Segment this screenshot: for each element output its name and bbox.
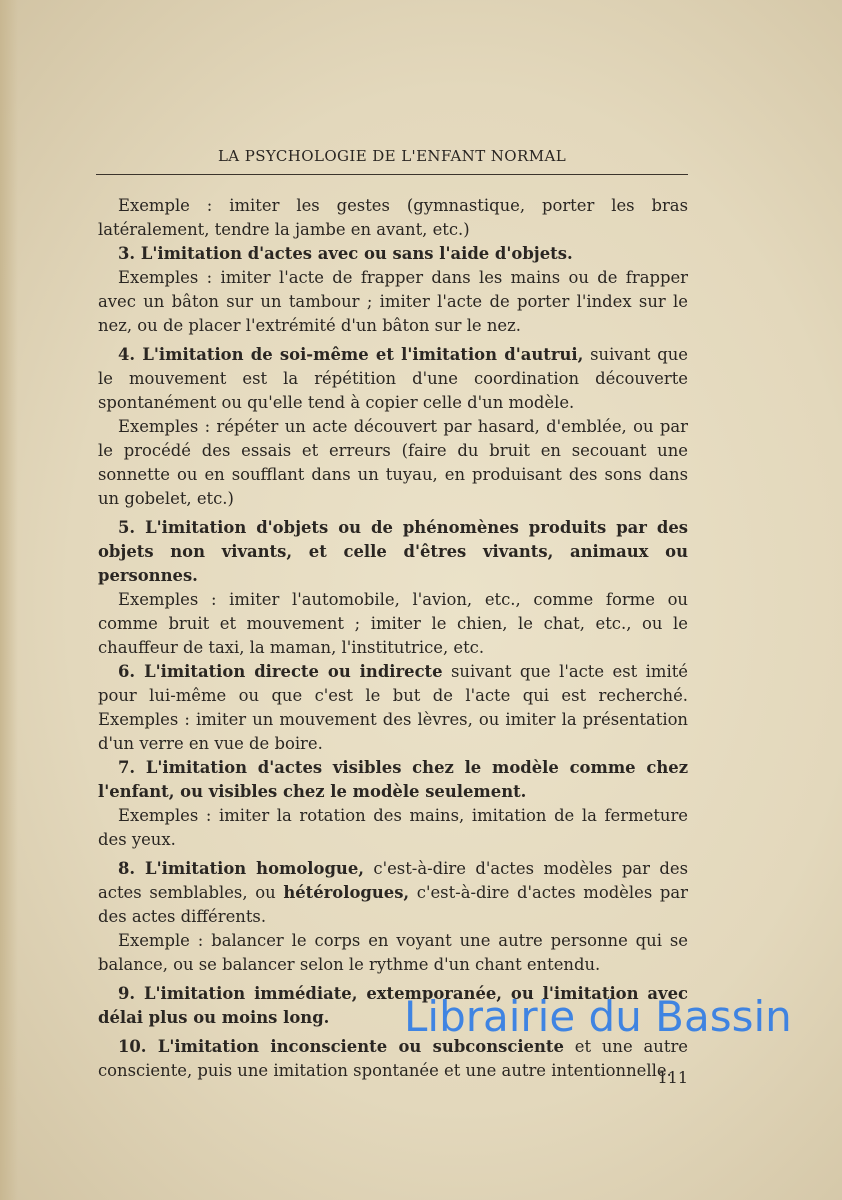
paragraph-heading: 8. L'imitation homologue, c'est-à-dire d'actes modèles par des actes semblables, ou hétérologues, c'est-à-dire d'actes modèles par des actes différents. bbox=[98, 859, 689, 926]
paragraph-heading: 4. L'imitation de soi-même et l'imitation d'autrui, suivant que le mouvement est la répétition d'une coordination découverte spontanément ou qu'elle tend à copier celle d'un modèle. bbox=[98, 345, 688, 412]
paragraph: Exemples : imiter l'acte de frapper dans les mains ou de frapper avec un bâton sur un tambour ; imiter l'acte de porter l'index sur le nez, ou de placer l'extrémité d'un bâton sur le nez. bbox=[98, 268, 688, 335]
watermark-overlay: Librairie du Bassin bbox=[404, 992, 792, 1041]
paragraph: Exemple : imiter les gestes (gymnastique, porter les bras latéralement, tendre la jambe en avant, etc.) bbox=[98, 196, 688, 239]
paragraph: Exemples : imiter la rotation des mains, imitation de la fermeture des yeux. bbox=[98, 806, 688, 849]
page-body bbox=[98, 194, 688, 1083]
paragraph: Exemples : imiter l'automobile, l'avion, etc., comme forme ou comme bruit et mouvement ; imiter le chien, le chat, etc., ou le chauffeur de taxi, la maman, l'institutrice, etc. bbox=[98, 590, 688, 657]
paragraph-heading: 3. L'imitation d'actes avec ou sans l'aide d'objets. bbox=[118, 244, 573, 263]
paragraph: Exemples : répéter un acte découvert par hasard, d'emblée, ou par le procédé des essais et erreurs (faire du bruit en secouant une sonnette ou en soufflant dans un tuyau, en produisant des sons dans un gobelet, etc.) bbox=[98, 417, 688, 508]
running-header: LA PSYCHOLOGIE DE L'ENFANT NORMAL bbox=[217, 147, 567, 165]
paragraph: Exemple : balancer le corps en voyant une autre personne qui se balance, ou se balancer selon le rythme d'un chant entendu. bbox=[98, 931, 688, 974]
paragraph-heading: 9. L'imitation immédiate, extemporanée, ou l'imitation avec délai plus ou moins long. bbox=[98, 984, 688, 1027]
paragraph-heading: 5. L'imitation d'objets ou de phénomènes produits par des objets non vivants, et celle d'êtres vivants, animaux ou personnes. bbox=[98, 518, 688, 585]
page-number: 111 bbox=[657, 1068, 688, 1087]
paragraph-heading: 7. L'imitation d'actes visibles chez le modèle comme chez l'enfant, ou visibles chez le modèle seulement. bbox=[98, 758, 688, 801]
header-rule bbox=[96, 174, 688, 175]
paragraph-heading: 10. L'imitation inconsciente ou subconsciente et une autre consciente, puis une imitation spontanée et une autre intentionnelle. bbox=[98, 1037, 688, 1080]
paragraph-heading: 6. L'imitation directe ou indirecte suivant que l'acte est imité pour lui-même ou que c'est le but de l'acte qui est recherché. Exemples : imiter un mouvement des lèvres, ou imiter la présentation d'un verre en vue de boire. bbox=[98, 662, 688, 753]
page-edge-shadow bbox=[0, 0, 18, 1200]
